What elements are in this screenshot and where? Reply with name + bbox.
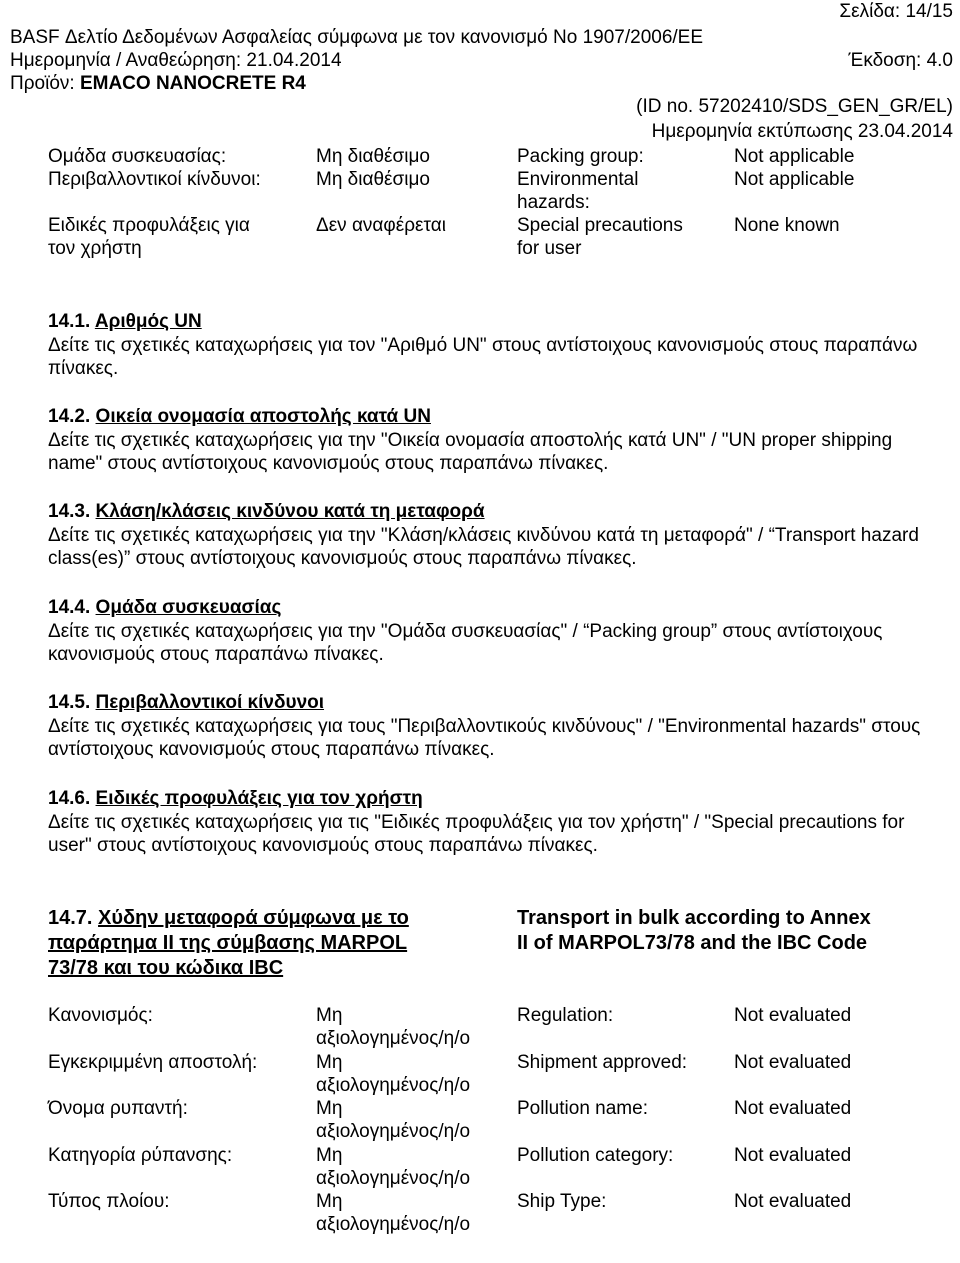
table-cell: Regulation: bbox=[517, 1005, 614, 1026]
table-cell: Not applicable bbox=[734, 146, 855, 167]
table-cell: Not evaluated bbox=[734, 1191, 852, 1212]
product-label: Προϊόν: bbox=[10, 73, 80, 94]
section-heading: 14.6. Ειδικές προφυλάξεις για τον χρήστη bbox=[48, 788, 423, 809]
section-heading: 14.2. Οικεία ονομασία αποστολής κατά UN bbox=[48, 406, 431, 427]
table-cell: Not evaluated bbox=[734, 1145, 852, 1166]
table-cell: Μη αξιολογημένος/η/ο bbox=[316, 1005, 471, 1049]
section-heading: 14.3. Κλάση/κλάσεις κινδύνου κατά τη μεταφορά bbox=[48, 501, 485, 522]
revision-date: Ημερομηνία / Αναθεώρηση: 21.04.2014 bbox=[10, 50, 342, 71]
table-cell: None known bbox=[734, 215, 840, 236]
section-text: Δείτε τις σχετικές καταχωρήσεις για την "Κλάση/κλάσεις κινδύνου κατά τη μεταφορά" / “Transport hazard class(es)” στους αντίστοιχους κανονισμούς στους παραπάνω πίνακες. bbox=[48, 525, 919, 569]
section-heading: 14.4. Ομάδα συσκευασίας bbox=[48, 597, 282, 618]
table-cell: Μη αξιολογημένος/η/ο bbox=[316, 1145, 471, 1189]
section-text: Δείτε τις σχετικές καταχωρήσεις για την "Ομάδα συσκευασίας" / “Packing group” στους αντίστοιχους κανονισμούς στους παραπάνω πίνακες. bbox=[48, 621, 883, 665]
table-cell: Packing group: bbox=[517, 146, 644, 167]
page-number: Σελίδα: 14/15 bbox=[839, 1, 953, 22]
table-cell: Τύπος πλοίου: bbox=[48, 1191, 170, 1212]
table-cell: Κανονισμός: bbox=[48, 1005, 153, 1026]
table-cell: Μη αξιολογημένος/η/ο bbox=[316, 1052, 471, 1096]
table-cell: Shipment approved: bbox=[517, 1052, 688, 1073]
table-cell: Όνομα ρυπαντή: bbox=[48, 1098, 188, 1119]
table-cell: Μη αξιολογημένος/η/ο bbox=[316, 1191, 471, 1235]
version: Έκδοση: 4.0 bbox=[848, 50, 953, 71]
table-cell: Μη διαθέσιμο bbox=[316, 169, 430, 190]
table-cell: Περιβαλλοντικοί κίνδυνοι: bbox=[48, 169, 261, 190]
product-name: EMACO NANOCRETE R4 bbox=[79, 73, 306, 94]
table-cell: Not evaluated bbox=[734, 1098, 852, 1119]
table-cell: Pollution category: bbox=[517, 1145, 674, 1166]
table-cell: Ειδικές προφυλάξεις για τον χρήστη bbox=[48, 215, 250, 259]
table-cell: Δεν αναφέρεται bbox=[316, 215, 446, 236]
section-heading: 14.5. Περιβαλλοντικοί κίνδυνοι bbox=[48, 692, 325, 713]
table-cell: Μη αξιολογημένος/η/ο bbox=[316, 1098, 471, 1142]
table-cell: Not evaluated bbox=[734, 1052, 852, 1073]
table-cell: Environmental hazards: bbox=[517, 169, 639, 213]
product-line bbox=[10, 72, 306, 95]
table-cell: Ομάδα συσκευασίας: bbox=[48, 146, 227, 167]
table-cell: Special precautions for user bbox=[517, 215, 683, 259]
table-cell: Not applicable bbox=[734, 169, 855, 190]
table-cell: Pollution name: bbox=[517, 1098, 648, 1119]
table-cell: Κατηγορία ρύπανσης: bbox=[48, 1145, 233, 1166]
document-title: BASF Δελτίο Δεδομένων Ασφαλείας σύμφωνα με τον κανονισμό Νο 1907/2006/ΕΕ bbox=[10, 27, 704, 48]
table-cell: Ship Type: bbox=[517, 1191, 607, 1212]
id-number: (ID no. 57202410/SDS_GEN_GR/EL) bbox=[636, 96, 953, 117]
section-text: Δείτε τις σχετικές καταχωρήσεις για τους "Περιβαλλοντικούς κινδύνους" / "Environmental hazards" στους αντίστοιχους κανονισμούς στους παραπάνω πίνακες. bbox=[48, 716, 921, 760]
bulk-title-english: Transport in bulk according to Annex II of MARPOL73/78 and the IBC Code bbox=[517, 907, 871, 954]
section-text: Δείτε τις σχετικές καταχωρήσεις για τις "Ειδικές προφυλάξεις για τον χρήστη" / "Special precautions for user" στους αντίστοιχους κανονισμούς στους παραπάνω πίνακες. bbox=[48, 812, 905, 856]
section-text: Δείτε τις σχετικές καταχωρήσεις για την "Οικεία ονομασία αποστολής κατά UN" / "UN proper shipping name" στους αντίστοιχους κανονισμούς στους παραπάνω πίνακες. bbox=[48, 430, 893, 474]
section-heading: 14.1. Αριθμός UN bbox=[48, 311, 202, 332]
table-cell: Not evaluated bbox=[734, 1005, 852, 1026]
table-cell: Μη διαθέσιμο bbox=[316, 146, 430, 167]
print-date: Ημερομηνία εκτύπωσης 23.04.2014 bbox=[651, 121, 953, 142]
section-text: Δείτε τις σχετικές καταχωρήσεις για τον "Αριθμό UN" στους αντίστοιχους κανονισμούς στους παραπάνω πίνακες. bbox=[48, 335, 918, 379]
table-cell: Εγκεκριμμένη αποστολή: bbox=[48, 1052, 258, 1073]
bulk-title-greek: 14.7. Χύδην μεταφορά σύμφωνα με το παράρτημα II της σύμβασης MARPOL 73/78 και του κώδικα IBC bbox=[48, 907, 409, 979]
